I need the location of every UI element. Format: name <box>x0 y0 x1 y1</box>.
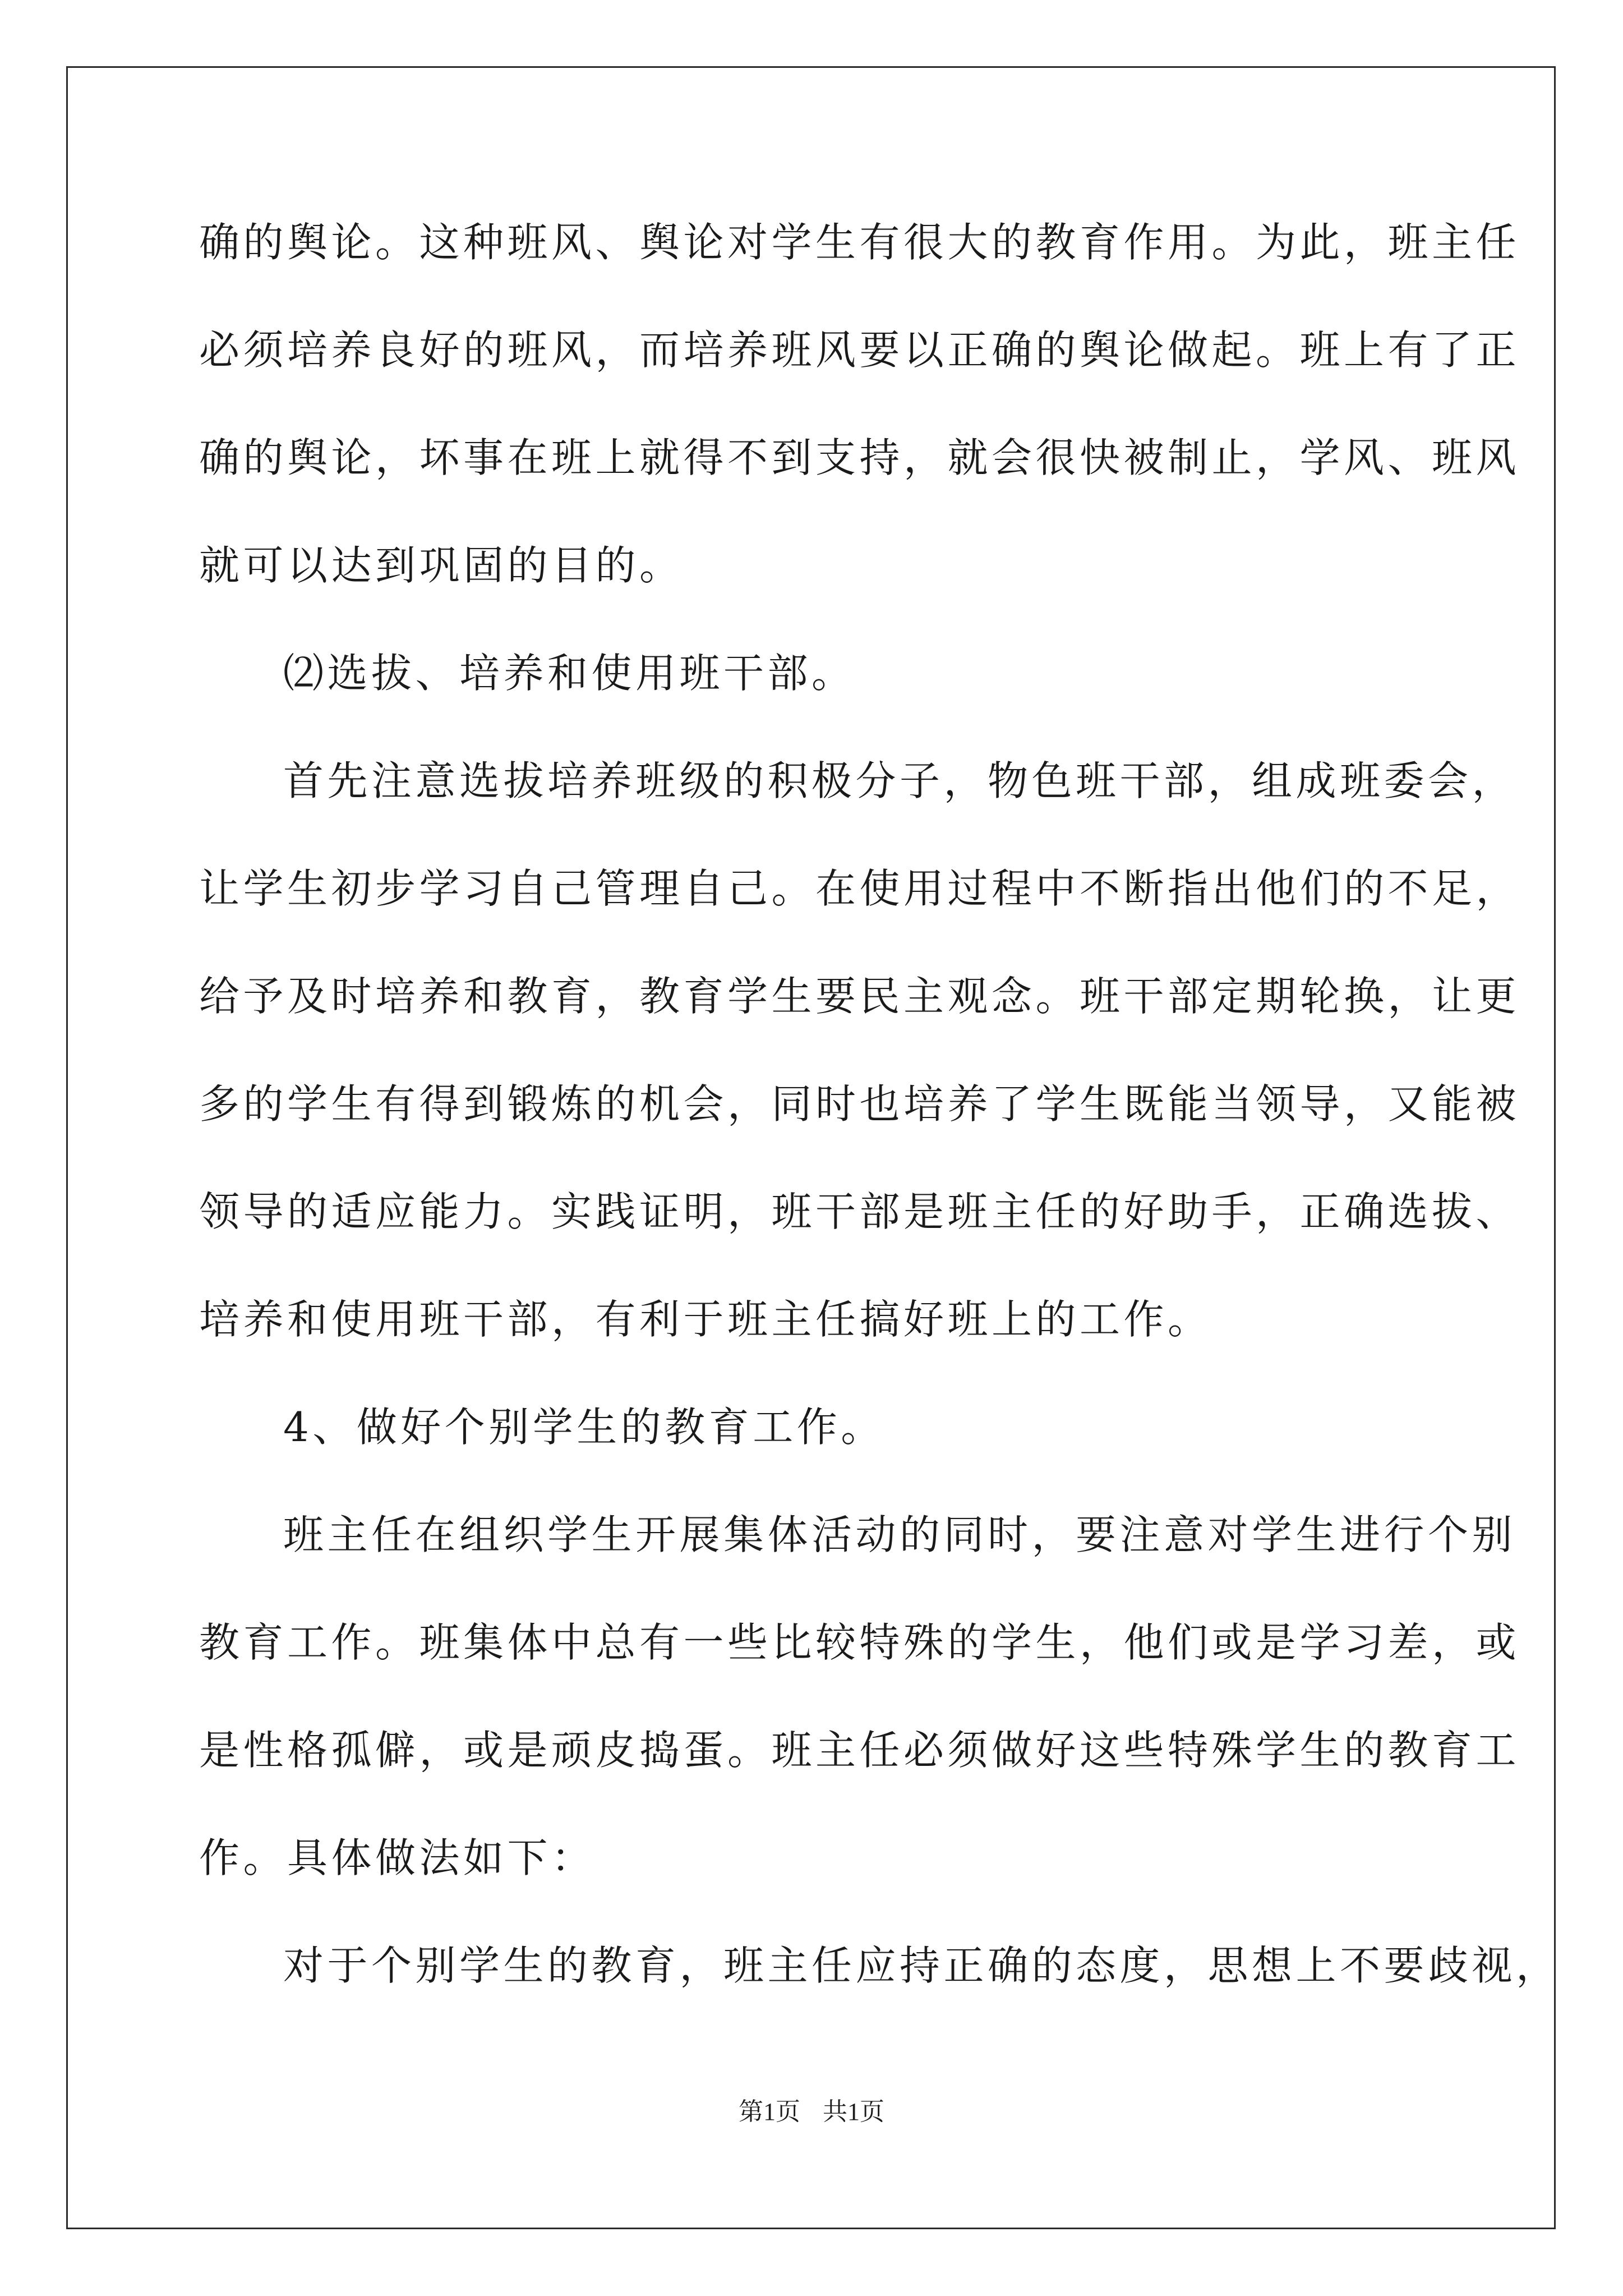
text-line: 首先注意选拔培养班级的积极分子，物色班干部，组成班委会， <box>283 757 1516 804</box>
text-line: ⑵选拔、培养和使用班干部。 <box>283 650 856 697</box>
text-line: 4、做好个别学生的教育工作。 <box>283 1404 885 1451</box>
text-line: 领导的适应能力。实践证明，班干部是班主任的好助手，正确选拔、 <box>199 1188 1520 1235</box>
page-total: 共1页 <box>823 2098 884 2125</box>
text-line: 就可以达到巩固的目的。 <box>199 542 684 589</box>
text-line: 让学生初步学习自己管理自己。在使用过程中不断指出他们的不足， <box>199 865 1520 912</box>
text-line: 对于个别学生的教育，班主任应持正确的态度，思想上不要歧视， <box>283 1942 1560 1989</box>
text-line: 确的舆论，坏事在班上就得不到支持，就会很快被制止，学风、班风 <box>199 434 1520 481</box>
text-line: 确的舆论。这种班风、舆论对学生有很大的教育作用。为此，班主任 <box>199 219 1520 266</box>
text-line: 给予及时培养和教育，教育学生要民主观念。班干部定期轮换，让更 <box>199 973 1520 1020</box>
text-line: 培养和使用班干部，有利于班主任搞好班上的工作。 <box>199 1296 1212 1343</box>
page-footer <box>0 2095 1623 2129</box>
page-border <box>66 66 1556 2229</box>
text-line: 是性格孤僻，或是顽皮捣蛋。班主任必须做好这些特殊学生的教育工 <box>199 1727 1520 1774</box>
text-line: 教育工作。班集体中总有一些比较特殊的学生，他们或是学习差，或 <box>199 1619 1520 1666</box>
text-line: 作。具体做法如下： <box>199 1834 596 1881</box>
text-line: 多的学生有得到锻炼的机会，同时也培养了学生既能当领导，又能被 <box>199 1080 1520 1128</box>
page-number: 第1页 <box>739 2098 800 2125</box>
text-line: 必须培养良好的班风，而培养班风要以正确的舆论做起。班上有了正 <box>199 326 1520 374</box>
text-line: 班主任在组织学生开展集体活动的同时，要注意对学生进行个别 <box>283 1511 1516 1558</box>
